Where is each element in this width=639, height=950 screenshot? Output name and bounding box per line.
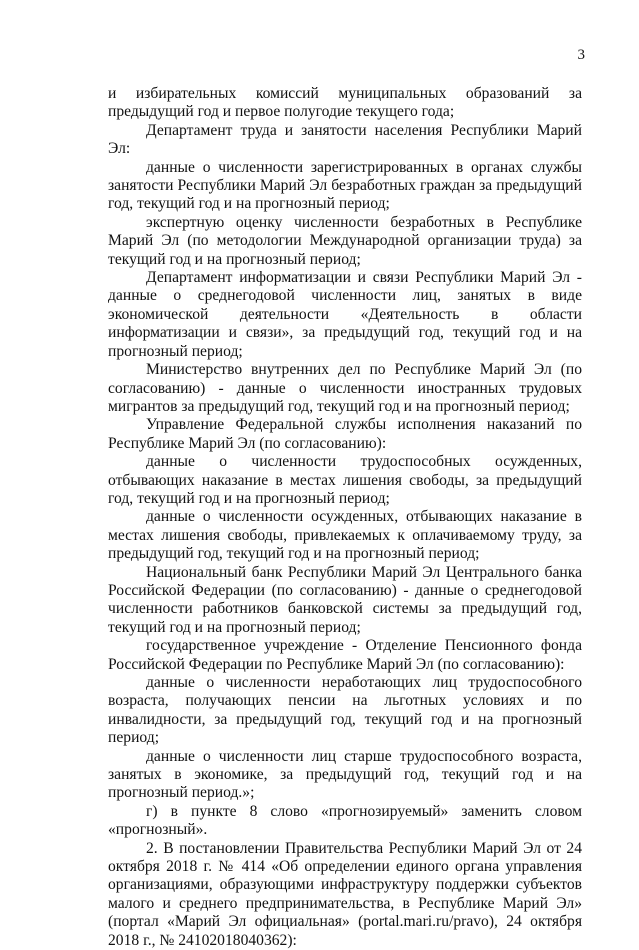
document-body <box>108 85 582 950</box>
paragraph-able-bodied-convicts: данные о численности трудоспособных осужденных, отбывающих наказание в местах лишения свободы, за предыдущий год, текущий год и на прогнозный период; <box>108 453 582 507</box>
paragraph-continuation: и избирательных комиссий муниципальных образований за предыдущий год и первое полугодие текущего года; <box>108 85 582 121</box>
paragraph-unemployment-estimate: экспертную оценку численности безработных в Республике Марий Эл (по методологии Международной организации труда) за текущий год и на прогнозный период; <box>108 213 582 268</box>
paragraph-labor-department: Департамент труда и занятости населения Республики Марий Эл: <box>108 121 582 158</box>
paragraph-internal-affairs: Министерство внутренних дел по Республике Марий Эл (по согласованию) - данные о численности иностранных трудовых мигрантов за предыдущий год, текущий год и на прогнозный период; <box>108 361 582 415</box>
page-number: 3 <box>577 47 585 63</box>
paragraph-national-bank: Национальный банк Республики Марий Эл Центрального банка Российской Федерации (по согласованию) - данные о среднегодовой численности работников банковской системы за предыдущий год, текущий год и на прогнозный период; <box>108 563 582 636</box>
paragraph-item-g: г) в пункте 8 слово «прогнозируемый» заменить словом «прогнозный». <box>108 802 582 839</box>
paragraph-paid-labor-convicts: данные о численности осужденных, отбывающих наказание в местах лишения свободы, привлекаемых к оплачиваемому труду, за предыдущий год, текущий год и на прогнозный период; <box>108 508 582 563</box>
paragraph-retirement-age-employed: данные о численности лиц старше трудоспособного возраста, занятых в экономике, за предыдущий год, текущий год и на прогнозный период.»; <box>108 747 582 802</box>
paragraph-pension-fund: государственное учреждение - Отделение Пенсионного фонда Российской Федерации по Республике Марий Эл (по согласованию): <box>108 637 582 673</box>
paragraph-penitentiary-service: Управление Федеральной службы исполнения наказаний по Республике Марий Эл (по согласованию): <box>108 416 582 452</box>
paragraph-item-2: 2. В постановлении Правительства Республики Марий Эл от 24 октября 2018 г. № 414 «Об определении единого органа управления организациями, образующими инфраструктуру поддержки субъектов малого и среднего предпринимательства, в Республике Марий Эл» (портал «Марий Эл официальная» (portal.mari.ru/pravo), 24 октября 2018 г., № 24102018040362): <box>108 839 582 949</box>
paragraph-informatization-department: Департамент информатизации и связи Республики Марий Эл - данные о среднегодовой численности лиц, занятых в виде экономической деятельности «Деятельность в области информатизации и связи», за предыдущий год, текущий год и на прогнозный период; <box>108 269 582 360</box>
paragraph-registered-unemployed: данные о численности зарегистрированных в органах службы занятости Республики Марий Эл безработных граждан за предыдущий год, текущий год и на прогнозный период; <box>108 158 582 213</box>
paragraph-preferential-pensions: данные о численности неработающих лиц трудоспособного возраста, получающих пенсии на льготных условиях и по инвалидности, за предыдущий год, текущий год и на прогнозный период; <box>108 674 582 747</box>
